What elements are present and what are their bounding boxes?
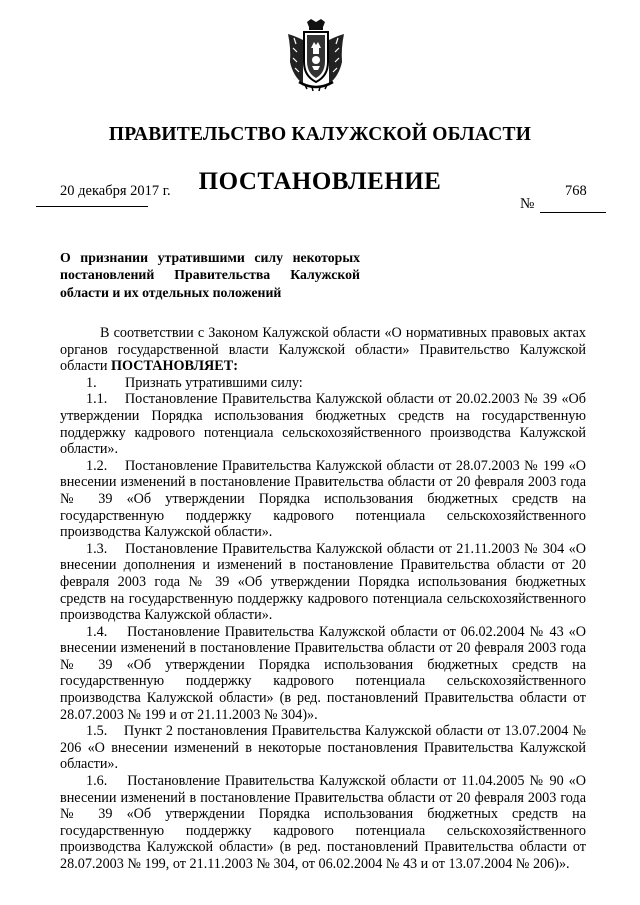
preamble-paragraph	[60, 325, 586, 375]
item-text: Постановление Правительства Калужской области от 21.11.2003 № 304 «О внесении дополнения и изменений в постановление Правительства области от 20 февраля 2003 года № 39 «Об утверждении Порядка использования бюджетных средств на государственную поддержку кадрового потенциала сельскохозяйственного производства Калужской области».	[60, 540, 587, 624]
date-underline	[36, 206, 148, 207]
government-title: ПРАВИТЕЛЬСТВО КАЛУЖСКОЙ ОБЛАСТИ	[108, 124, 532, 145]
list-item	[60, 624, 586, 724]
resolution-keyword: ПОСТАНОВЛЯЕТ:	[110, 358, 238, 375]
list-item	[60, 375, 586, 392]
item-text: Постановление Правительства Калужской области от 28.07.2003 № 199 «О внесении изменений в постановление Правительства области от 20 февраля 2003 года № 39 «Об утверждении Порядка использования бюджетных средств на государственную поддержку кадрового потенциала сельскохозяйственного производства Калужской области».	[60, 457, 587, 541]
document-date: 20 декабря 2017 г.	[60, 183, 171, 199]
list-item	[60, 458, 586, 541]
document-number: 768	[565, 183, 587, 199]
item-text: Постановление Правительства Калужской области от 11.04.2005 № 90 «О внесении изменений в постановление Правительства области от 20 февраля 2003 года № 39 «Об утверждении Порядка использования бюджетных средств на государственную поддержку кадрового потенциала сельскохозяйственного производства Калужской области» (в ред. постановлений Правительства области от 28.07.2003 № 199, от 21.11.2003 № 304, от 06.02.2004 № 43 и от 13.07.2004 № 206)».	[60, 773, 587, 872]
number-underline	[540, 212, 606, 213]
item-number: 1.	[86, 374, 97, 391]
item-text: Пункт 2 постановления Правительства Калужской области от 13.07.2004 № 206 «О внесении изменений в некоторые постановления Правительства Калужской области».	[60, 723, 586, 773]
list-item	[60, 541, 586, 624]
document-subject: О признании утратившими силу некоторых постановлений Правительства Калужской области и их отдельных положений	[60, 250, 360, 300]
item-number: 1.4.	[86, 623, 108, 640]
number-sign: №	[520, 196, 535, 212]
list-item	[60, 391, 586, 457]
item-number: 1.6.	[86, 773, 108, 790]
coat-of-arms-emblem	[285, 18, 347, 92]
item-number: 1.1.	[86, 391, 108, 408]
item-text: Постановление Правительства Калужской области от 06.02.2004 № 43 «О внесении изменений в постановление Правительства области от 20 февраля 2003 года № 39 «Об утверждении Порядка использования бюджетных средств на государственную поддержку кадрового потенциала сельскохозяйственного производства Калужской области» (в ред. постановлений Правительства области от 28.07.2003 № 199 и от 21.11.2003 № 304)».	[60, 623, 586, 723]
item-text: Постановление Правительства Калужской области от 20.02.2003 № 39 «Об утверждении Порядка использования бюджетных средств на государственную поддержку кадрового потенциала сельскохозяйственного производства Калужской области».	[60, 391, 586, 458]
document-body	[60, 325, 586, 873]
preamble-text: В соответствии с Законом Калужской области «О нормативных правовых актах органов государственной власти Калужской области» Правительство Калужской области	[60, 325, 586, 375]
item-number: 1.3.	[86, 540, 108, 557]
item-text: Признать утратившими силу:	[125, 374, 303, 391]
document-type-title: ПОСТАНОВЛЕНИЕ	[198, 168, 442, 195]
item-number: 1.2.	[86, 457, 108, 474]
list-item	[60, 723, 586, 773]
item-number: 1.5.	[86, 723, 108, 740]
list-item	[60, 773, 586, 873]
coat-of-arms-icon	[285, 18, 347, 92]
